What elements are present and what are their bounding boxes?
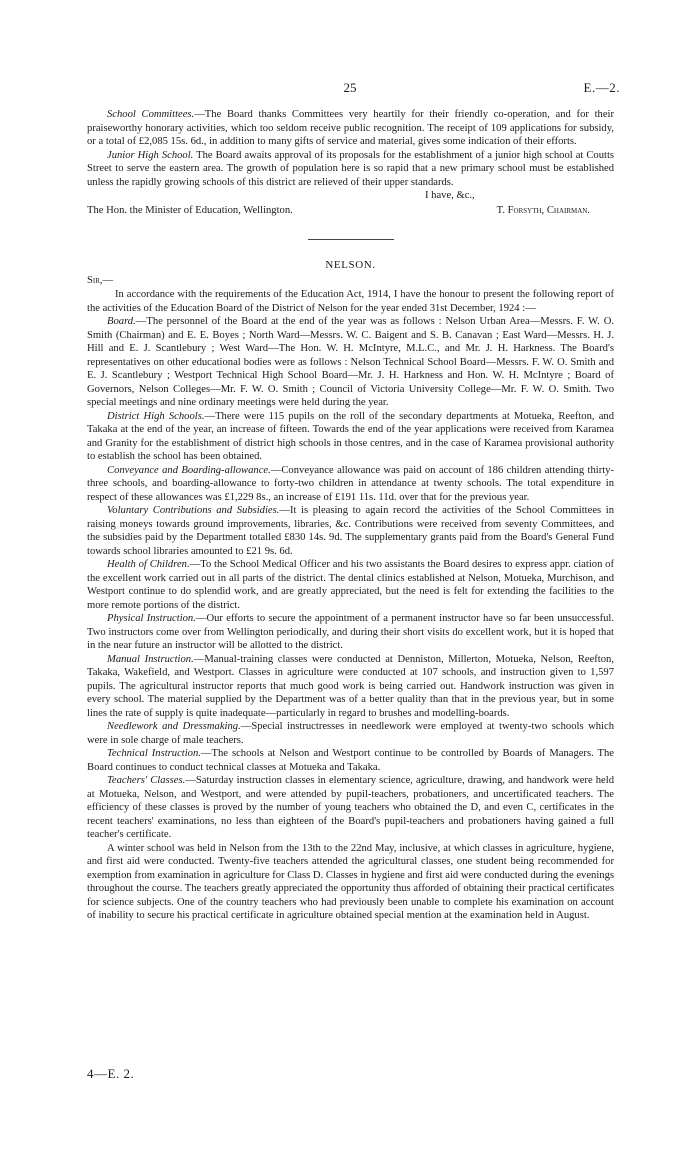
- closing-formula: I have, &c.,: [425, 190, 475, 201]
- paragraph-winter-school: A winter school was held in Nelson from the 13th to the 22nd May, inclusive, at which classes in agriculture, hygiene, and first aid were conducted. Twenty-five teachers attended the agricultural classes, one student being recommended for exemption from examination in agriculture for Class D. Classes in hygiene and first aid were conducted during the evenings throughout the course. The teachers greatly appreciated the opportunity thus afforded of obtaining their practical certificates for science subjects. One of the country teachers who had previously been unable to complete his examination on account of inability to secure his practical certificate in agriculture obtained special mention at the examination held in August.: [87, 842, 614, 921]
- report-sections: [87, 315, 614, 842]
- section-divider: [308, 239, 394, 240]
- paragraph-text: —Our efforts to secure the appointment of a permanent instructor have so far been unsuccessful. Two instructors come over from Wellington periodically, and during their short visits do excellent work, but it is hoped that in the near future an instructor will be allotted to the district.: [87, 613, 614, 651]
- signature-block: [87, 204, 614, 218]
- report-section-paragraph: [87, 653, 614, 721]
- paragraph-intro: In accordance with the requirements of the Education Act, 1914, I have the honour to present the following report of the activities of the Education Board of the District of Nelson for the year ended 31st December, 1924 :—: [87, 289, 614, 314]
- signature-mark: 4—E. 2.: [87, 1066, 135, 1081]
- paragraph-title: Physical Instruction.: [107, 613, 196, 624]
- page-number: 25: [343, 80, 357, 95]
- paragraph-text: —Special instructresses in needlework were employed at twenty-two schools which were in sole charge of male teachers.: [87, 721, 614, 746]
- report-section-paragraph: [87, 612, 614, 653]
- paragraph-text: —The schools at Nelson and Westport continue to be controlled by Boards of Managers. The Board continues to conduct technical classes at Motueka and Takaka.: [87, 748, 614, 773]
- paragraph-junior-high-school: [87, 149, 614, 190]
- paragraph-title: Manual Instruction.: [107, 653, 194, 665]
- paragraph-text: —Manual-training classes were conducted at Denniston, Millerton, Motueka, Nelson, Reefton, Takaka, Wakefield, and Westport. Classes in agriculture were conducted at 107 schools, and instruction given to 1,597 pupils. The agricultural instructor reports that much good work is being carried out. Handwork instruction was given in every school. The material supplied by the Department was of a better quality than that in the previous year, but in some lines the rate of supply is quite inadequate—particularly in regard to brushes and modelling-boards.: [87, 653, 614, 719]
- report-section-paragraph: [87, 410, 614, 464]
- salutation: Sir,—: [87, 274, 114, 286]
- paragraph-text: —Conveyance allowance was paid on account of 186 children attending thirty-three schools, and boarding-allowance to forty-two children in attendance at twenty schools. The total expenditure in respect of these allowances was £1,229 8s., an increase of £191 11s. 11d. over that for the previous year.: [87, 464, 614, 503]
- paragraph-title: Health of Children.: [107, 559, 190, 570]
- paragraph-text: —The Board thanks Committees very heartily for their friendly co-operation, and for their praiseworthy honorary activities, which too seldom receive public recognition. The receipt of 109 applications for subsidy, or a total of £2,085 15s. 6d., in addition to many gifts of service and material, gives some indication of their efforts.: [87, 109, 614, 147]
- section-heading: NELSON.: [325, 259, 376, 271]
- signatory: T. Forsyth, Chairman.: [496, 204, 590, 216]
- paragraph-title: Junior High School.: [107, 149, 194, 161]
- paragraph-title: Technical Instruction.: [107, 748, 201, 759]
- paragraph-text: —Saturday instruction classes in elementary science, agriculture, drawing, and handwork were held at Motueka, Nelson, and Westport, and were attended by pupil-teachers, probationers, and uncertificated teachers. The efficiency of these classes is proved by the number of young teachers who obtained the D, and even C, certificates in the recent teachers' examinations, no less than eighteen of the Board's pupil-teachers and probationers having gained a full teacher's certificate.: [87, 775, 614, 840]
- report-section-paragraph: [87, 464, 614, 505]
- report-section-paragraph: [87, 774, 614, 842]
- paragraph-text: The Board awaits approval of its proposals for the establishment of a junior high school at Coutts Street to serve the eastern area. The growth of population here is so rapid that a new primary school must be established unless the rapidly growing schools of this district are relieved of their upper standards.: [87, 149, 615, 188]
- paragraph-text: —It is pleasing to again record the activities of the School Committees in raising moneys towards ground improvements, libraries, &c. Contributions were received from seventy Committees, and the subsidies paid by the Department totalled £830 14s. 9d. The supplementary grants paid from the Board's General Fund towards school libraries amounted to £21 9s. 6d.: [87, 505, 614, 557]
- report-section-paragraph: [87, 315, 614, 410]
- paragraph-text: —To the School Medical Officer and his two assistants the Board desires to express appr. ciation of the excellent work carried out in all parts of the district. The dental clinics established at Nelson, Motueka, Murchison, and Westport continue to do splendid work, and are greatly appreciated, but the need is felt for extending the facilities to the more remote portions of the district.: [87, 559, 615, 611]
- paragraph-text: —The personnel of the Board at the end of the year was as follows : Nelson Urban Area—Messrs. F. W. O. Smith (Chairman) and E. E. Boyes ; North Ward—Messrs. W. C. Baigent and S. B. Canavan ; East Ward—Messrs. H. J. Hill and E. J. Scantlebury ; West Ward—The Hon. W. H. McIntyre, M.L.C., and Mr. J. H. Harkness. The Board's representatives on other educational bodies were as follows : Nelson Technical School Board—Messrs. F. W. O. Smith and E. J. Scantlebury ; Westport Technical High School Board—Mr. J. H. Harkness and Hon. W. H. McIntyre ; Board of Governors, Nelson Colleges—Mr. F. W. O. Smith ; Council of Victoria University College—Mr. F. W. O. Smith. Two special meetings and nine ordinary meetings were held during the year.: [87, 316, 614, 408]
- report-section-paragraph: [87, 747, 614, 774]
- paragraph-title: District High Schools.: [107, 410, 205, 422]
- addressee: The Hon. the Minister of Education, Wellington.: [87, 204, 293, 216]
- report-body: [87, 108, 614, 923]
- report-section-paragraph: [87, 720, 614, 747]
- report-section-paragraph: [87, 504, 614, 558]
- paragraph-title: School Committees.: [107, 109, 195, 120]
- paragraph-title: Board.: [107, 316, 136, 327]
- paragraph-title: Needlework and Dressmaking.: [107, 721, 241, 732]
- paragraph-text: —There were 115 pupils on the roll of the secondary departments at Motueka, Reefton, and Takaka at the end of the year, an increase of fifteen. Towards the end of the year applications were received from Karamea and Granity for the establishment of district high schools in those centres, and in the case of Karamea provisional authority to establish the school has been obtained.: [87, 410, 614, 462]
- document-reference: E.—2.: [583, 80, 620, 95]
- paragraph-school-committees: [87, 108, 614, 149]
- paragraph-title: Teachers' Classes.: [107, 775, 186, 786]
- report-section-paragraph: [87, 558, 614, 612]
- paragraph-title: Conveyance and Boarding-allowance.: [107, 464, 271, 476]
- paragraph-title: Voluntary Contributions and Subsidies.: [107, 505, 280, 516]
